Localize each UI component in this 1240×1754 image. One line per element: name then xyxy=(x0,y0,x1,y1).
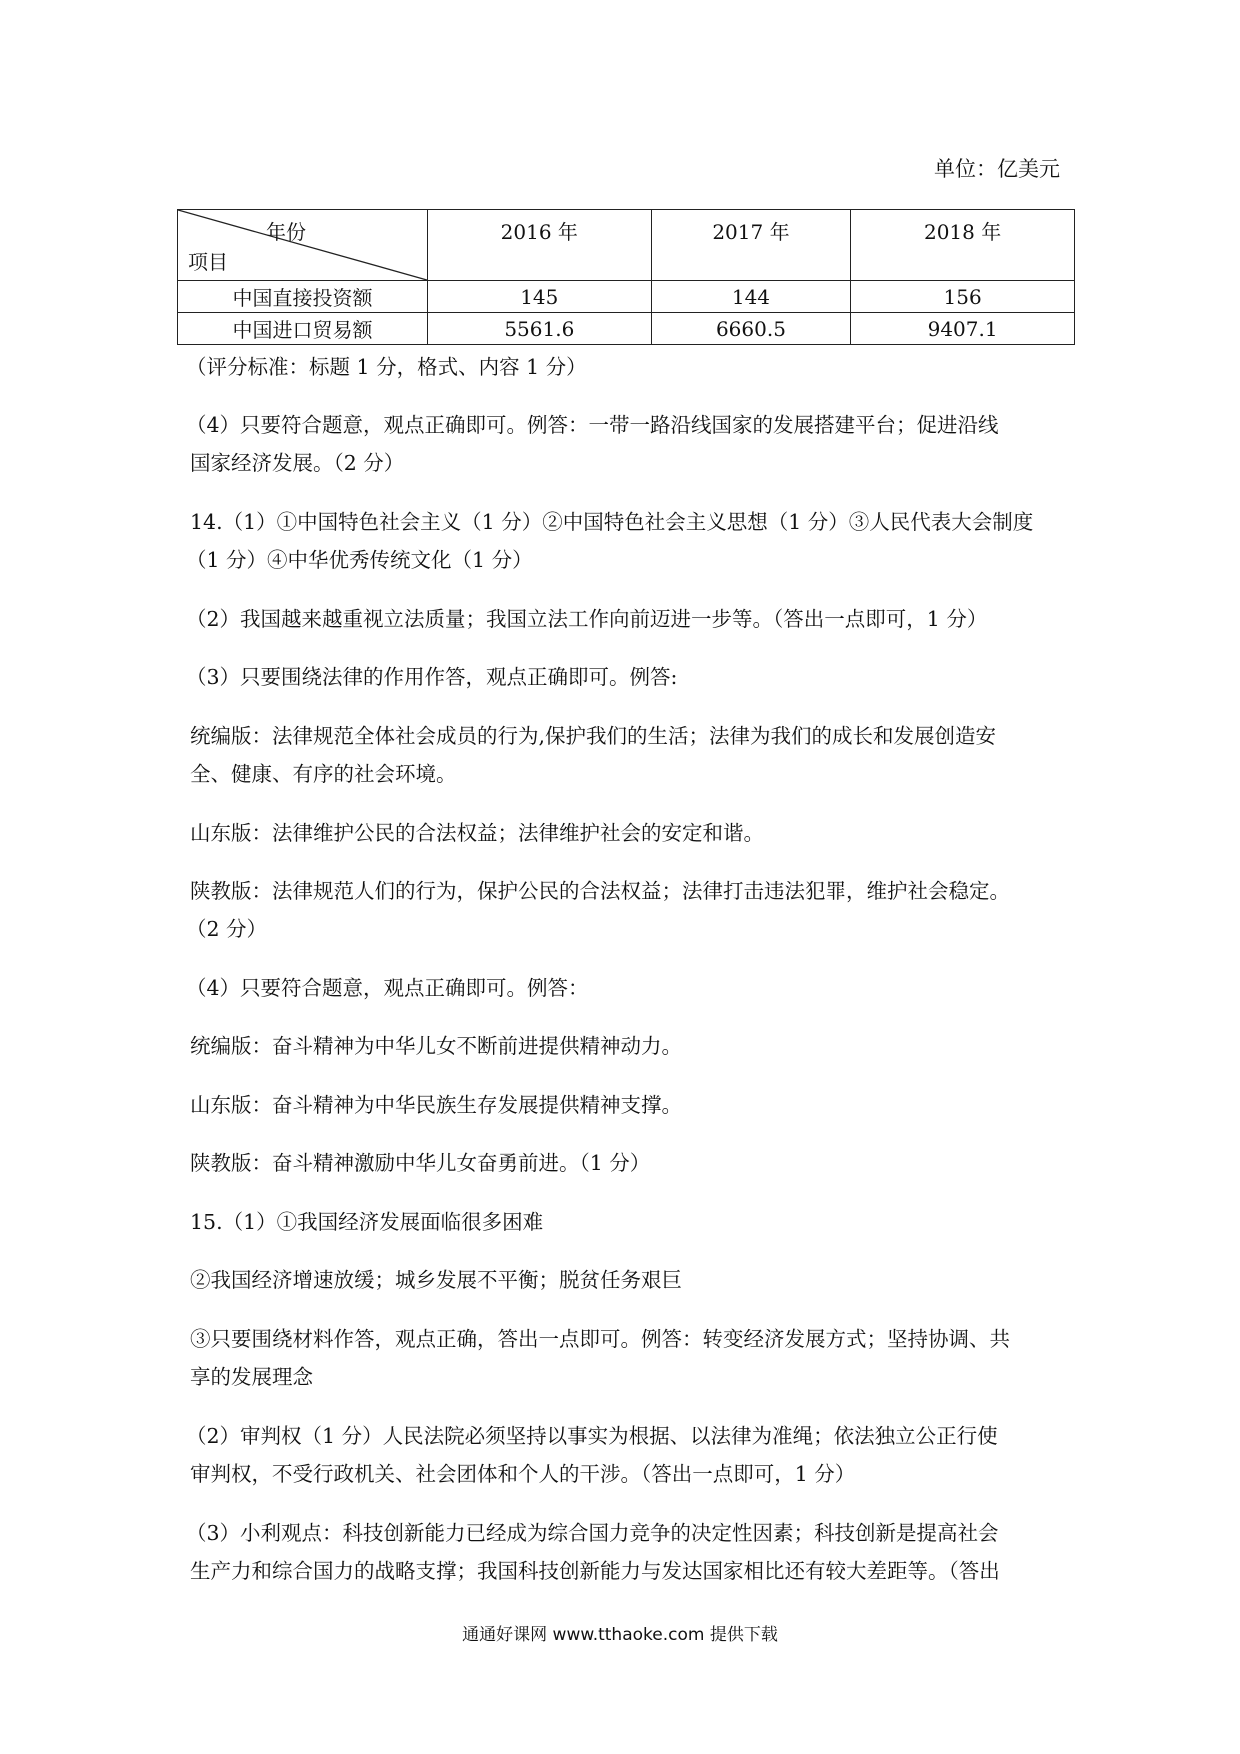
text-line: 山东版：奋斗精神为中华民族生存发展提供精神支撑。 xyxy=(190,1093,682,1117)
text-line: 山东版：法律维护公民的合法权益；法律维护社会的安定和谐。 xyxy=(190,821,764,845)
table-row xyxy=(178,281,1075,313)
text-line: （2）审判权（1 分）人民法院必须坚持以事实为根据、以法律为准绳；依法独立公正行使 xyxy=(186,1424,998,1448)
table-cell: 156 xyxy=(851,281,1075,313)
footer-text: 通通好课网 www.tthaoke.com 提供下载 xyxy=(462,1625,778,1645)
text-line: （2 分） xyxy=(186,917,268,941)
table-cell: 5561.6 xyxy=(427,313,651,345)
text-line: （2）我国越来越重视立法质量；我国立法工作向前迈进一步等。（答出一点即可，1 分） xyxy=(186,607,988,631)
text-line: （3）只要围绕法律的作用作答，观点正确即可。例答: xyxy=(186,665,678,689)
text-line: （4）只要符合题意，观点正确即可。例答： xyxy=(186,976,589,1000)
text-line: （1 分）④中华优秀传统文化（1 分） xyxy=(186,548,533,572)
text-line: 14.（1）①中国特色社会主义（1 分）②中国特色社会主义思想（1 分）③人民代表大会制度 xyxy=(190,510,1034,534)
text-line: 陕教版：法律规范人们的行为，保护公民的合法权益；法律打击违法犯罪，维护社会稳定。 xyxy=(190,879,1010,903)
table-cell: 144 xyxy=(651,281,851,313)
unit-label: 单位：亿美元 xyxy=(934,157,1060,181)
table-header-row xyxy=(178,210,1075,281)
text-line: 享的发展理念 xyxy=(190,1365,313,1389)
text-line: 统编版：奋斗精神为中华儿女不断前进提供精神动力。 xyxy=(190,1034,682,1058)
table-cell: 145 xyxy=(427,281,651,313)
table-cell: 6660.5 xyxy=(651,313,851,345)
text-line: 全、健康、有序的社会环境。 xyxy=(190,762,457,786)
row-label: 中国直接投资额 xyxy=(178,281,428,313)
text-line: （评分标准：标题 1 分，格式、内容 1 分） xyxy=(186,355,587,379)
table-row xyxy=(178,313,1075,345)
text-line: 陕教版：奋斗精神激励中华儿女奋勇前进。（1 分） xyxy=(190,1151,651,1175)
corner-label-item: 项目 xyxy=(188,250,228,274)
text-line: （4）只要符合题意，观点正确即可。例答：一带一路沿线国家的发展搭建平台；促进沿线 xyxy=(186,413,999,437)
text-line: 审判权，不受行政机关、社会团体和个人的干涉。（答出一点即可，1 分） xyxy=(190,1462,856,1486)
data-table xyxy=(177,209,1075,345)
text-line: 生产力和综合国力的战略支撑；我国科技创新能力与发达国家相比还有较大差距等。（答出 xyxy=(190,1559,1000,1583)
text-line: 国家经济发展。（2 分） xyxy=(190,451,405,475)
text-line: 15.（1）①我国经济发展面临很多困难 xyxy=(190,1210,544,1234)
row-label: 中国进口贸易额 xyxy=(178,313,428,345)
year-header: 2016 年 xyxy=(427,210,651,281)
table-cell: 9407.1 xyxy=(851,313,1075,345)
text-line: 统编版：法律规范全体社会成员的行为,保护我们的生活；法律为我们的成长和发展创造安 xyxy=(190,724,997,748)
year-header: 2017 年 xyxy=(651,210,851,281)
table-corner-cell xyxy=(178,210,428,281)
text-line: ②我国经济增速放缓；城乡发展不平衡；脱贫任务艰巨 xyxy=(190,1268,682,1292)
corner-label-year: 年份 xyxy=(266,220,306,244)
text-line: （3）小利观点：科技创新能力已经成为综合国力竞争的决定性因素；科技创新是提高社会 xyxy=(186,1521,999,1545)
text-line: ③只要围绕材料作答，观点正确，答出一点即可。例答：转变经济发展方式；坚持协调、共 xyxy=(190,1327,1010,1351)
year-header: 2018 年 xyxy=(851,210,1075,281)
